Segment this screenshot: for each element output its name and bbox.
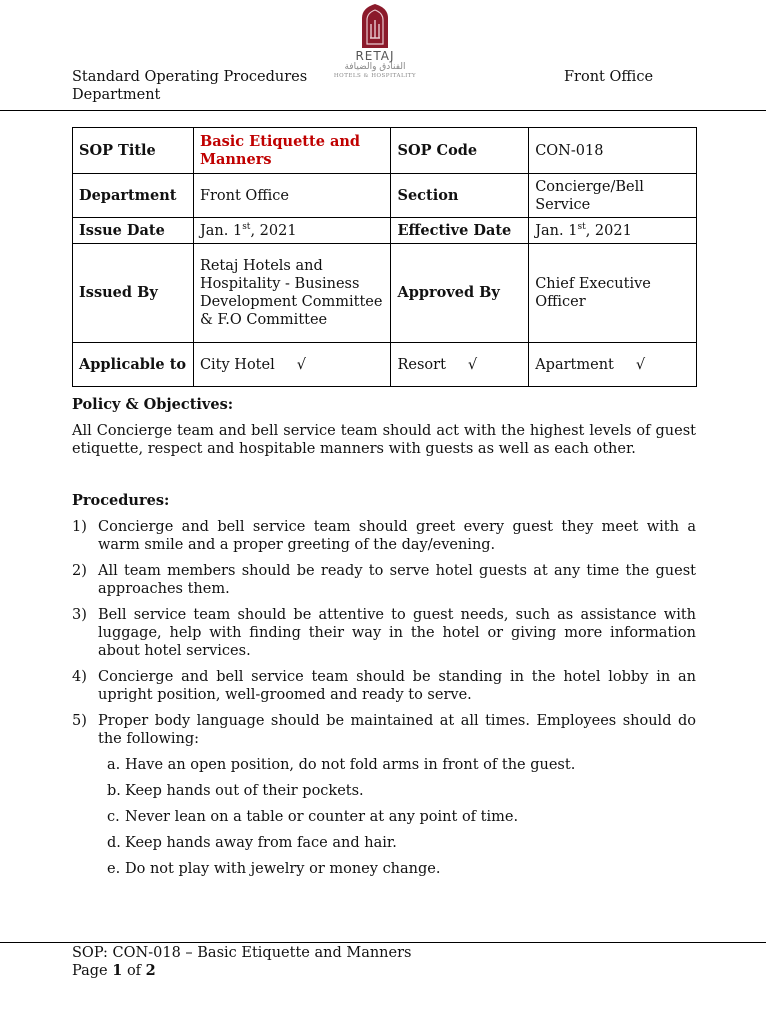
sop-body	[72, 396, 696, 894]
list-item: 4) Concierge and bell service team should be standing in the hotel lobby in an upright position, well-groomed and ready to serve.	[72, 669, 696, 703]
list-item: a. Have an open position, do not fold arms in front of the guest.	[107, 757, 576, 773]
issued-by-label: Issued By	[73, 244, 194, 343]
list-item: c. Never lean on a table or counter at any point of time.	[107, 809, 519, 825]
sop-title-label: SOP Title	[73, 128, 194, 174]
table-row	[73, 343, 697, 387]
list-item: 2) All team members should be ready to serve hotel guests at any time the guest approaches them.	[72, 563, 696, 597]
page-number: Page 1 of 2	[72, 962, 156, 979]
sop-title-value: Basic Etiquette and Manners	[193, 128, 391, 174]
policy-heading: Policy & Objectives:	[72, 396, 234, 413]
sop-code-label: SOP Code	[391, 128, 529, 174]
table-row	[73, 218, 697, 244]
table-row	[73, 128, 697, 174]
footer-rule	[0, 942, 766, 943]
list-item: e. Do not play with jewelry or money change.	[107, 861, 441, 877]
table-row	[73, 174, 697, 218]
header-rule	[0, 110, 766, 111]
effective-date-value: Jan. 1st, 2021	[529, 218, 697, 244]
retaj-emblem-icon	[360, 4, 390, 48]
company-logo	[330, 4, 420, 80]
sop-info-table	[72, 127, 697, 387]
section-label: Section	[391, 174, 529, 218]
list-item: d. Keep hands away from face and hair.	[107, 835, 397, 851]
check-mark-icon: √	[296, 356, 306, 373]
applicable-apartment: Apartment √	[529, 343, 697, 387]
applicable-city-hotel: City Hotel √	[193, 343, 391, 387]
applicable-resort: Resort √	[391, 343, 529, 387]
table-row	[73, 244, 697, 343]
list-item: 5) Proper body language should be maintained at all times. Employees should do the following: a. Have an open position, do not fold arms in front of the guest. b. Keep hands out of their pockets. c. Never lean on a table or counter at any point of time. d. Keep hands away from face and hair. e. Do not play with jewelry or money change.	[72, 713, 696, 877]
logo-arabic: الفنادق والضيافة	[344, 62, 406, 72]
issue-date-label: Issue Date	[73, 218, 194, 244]
list-item: b. Keep hands out of their pockets.	[107, 783, 364, 799]
list-item: 1) Concierge and bell service team should greet every guest they meet with a warm smile and a proper greeting of the day/evening.	[72, 519, 696, 553]
effective-date-label: Effective Date	[391, 218, 529, 244]
department-label: Department	[73, 174, 194, 218]
procedures-list	[72, 518, 696, 886]
body-language-sublist	[98, 756, 696, 878]
check-mark-icon: √	[467, 356, 478, 373]
approved-by-label: Approved By	[391, 244, 529, 343]
footer-sop-reference: SOP: CON-018 – Basic Etiquette and Manners	[72, 945, 412, 961]
header-left-line1: Standard Operating Procedures	[72, 69, 308, 85]
sop-code-value: CON-018	[529, 128, 697, 174]
list-item: 3) Bell service team should be attentive to guest needs, such as assistance with luggage, help with finding their way in the hotel or giving more information about hotel services.	[72, 607, 696, 659]
approved-by-value: Chief Executive Officer	[529, 244, 697, 343]
applicable-to-label: Applicable to	[73, 343, 194, 387]
department-value: Front Office	[193, 174, 391, 218]
section-value: Concierge/Bell Service	[529, 174, 697, 218]
policy-text: All Concierge team and bell service team should act with the highest levels of guest etiquette, respect and hospitable manners with guests as well as each other.	[72, 423, 696, 457]
procedures-heading: Procedures:	[72, 492, 170, 509]
logo-subtitle: HOTELS & HOSPITALITY	[333, 73, 417, 79]
logo-name: RETAJ	[355, 49, 395, 63]
header-front-office: Front Office	[564, 69, 654, 85]
page-footer	[72, 944, 411, 980]
header-department-label	[72, 68, 307, 104]
issue-date-value: Jan. 1st, 2021	[193, 218, 391, 244]
issued-by-value: Retaj Hotels and Hospitality - Business Development Committee & F.O Committee	[193, 244, 391, 343]
check-mark-icon: √	[635, 356, 646, 373]
header-left-line2: Department	[72, 87, 161, 103]
